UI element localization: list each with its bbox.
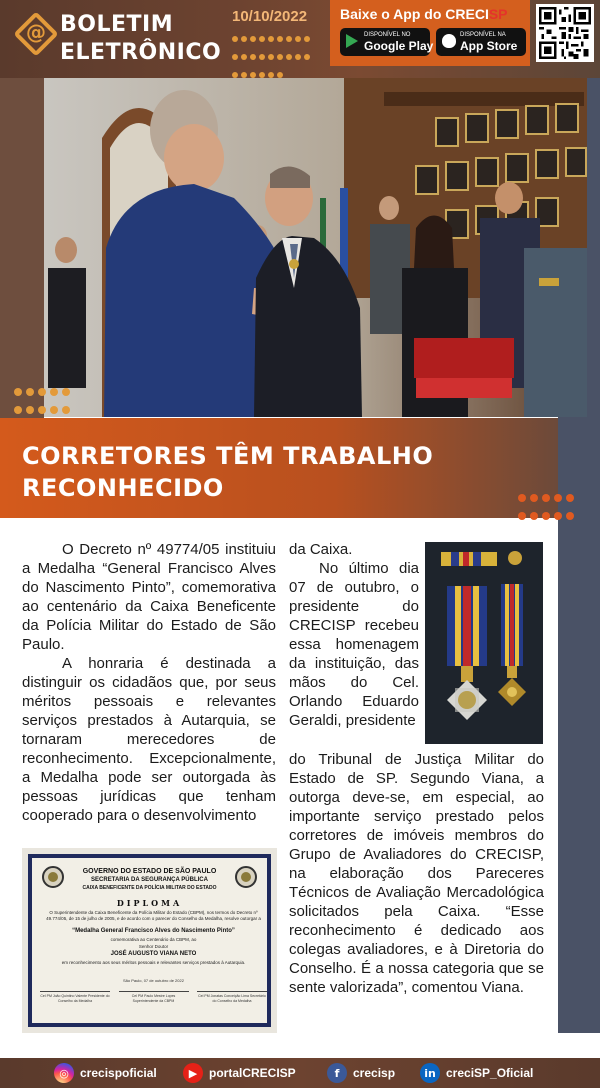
diploma-merit: em reconhecimento aos seus méritos pessoais e relevantes serviços prestados à Autarquia. — [61, 960, 246, 965]
article-paragraph: do Tribunal de Justiça Militar do Estado de SP. Segundo Viana, a outorga deve-se, em especial, ao importante serviço prestado pelos corretores de imóveis membros do Grupo de Avaliadores do CRECISP, na elaboração dos Pareceres Técnicos de Avaliação Mercadológica solicitados pela Caixa. “Esse reconhecimento é dedicado aos colegas avaliadores, e à Diretoria do Conselho. É a nossa categoria que se sente valorizada”, comentou Viana. — [289, 751, 544, 996]
diploma-to: Senhor Doutor — [138, 944, 169, 949]
diploma-medal-name: “Medalha General Francisco Alves do Nascimento Pinto” — [72, 928, 235, 934]
diploma-caixa: CAIXA BENEFICENTE DA POLÍCIA MILITAR DO ESTADO — [82, 885, 217, 891]
diploma-text: O Superintendente da Caixa Beneficente da Polícia Militar do Estado (CBPM), nos termos do Decreto nº 49.774/05, de 15 de julho de 2005, e de acordo com o parecer do Conselho da Medalha, resolve outorgar a — [46, 910, 261, 921]
google-play-button[interactable]: DISPONÍVEL NO Google Play — [340, 28, 430, 56]
youtube-icon: ▶ — [183, 1063, 203, 1083]
instagram-icon: ◎ — [54, 1063, 74, 1083]
app-store-button[interactable]: DISPONÍVEL NA App Store — [436, 28, 526, 56]
footer-social-bar — [0, 1058, 600, 1088]
facebook-link[interactable]: f crecisp — [327, 1062, 395, 1084]
article-paragraph: No último dia 07 de outubro, o presidente do CRECISP recebeu essa homenagem da instituição, das mãos do Cel. Orlando Eduardo Geraldi, presidente — [289, 560, 419, 729]
app-download-panel — [330, 0, 530, 66]
instagram-link[interactable]: ◎ crecispoficial — [54, 1062, 157, 1084]
linkedin-link[interactable]: in creciSP_Oficial — [420, 1062, 533, 1084]
decorative-dots — [14, 386, 84, 422]
article-paragraph: A honraria é destinada a distinguir os cidadãos que, por seus méritos pessoais e relevantes serviços prestados à Autarquia, se tornaram merecedores de reconhecimento. Excepcionalmente, a Medalha pode ser outorgada às pessoas jurídicas que tenham cooperado para o desenvolvimento — [22, 655, 276, 824]
facebook-icon: f — [327, 1063, 347, 1083]
article-column-right-top — [289, 540, 419, 730]
brand-title-line2: ELETRÔNICO — [60, 40, 222, 65]
article-paragraph: da Caixa. — [289, 541, 353, 558]
diploma-recipient: JOSÉ AUGUSTO VIANA NETO — [110, 951, 197, 957]
brand-title-line1: BOLETIM — [60, 12, 174, 37]
article-title-band — [0, 418, 558, 518]
diploma-signatures — [40, 991, 267, 1004]
boletim-logo-icon: @ — [14, 12, 58, 56]
article-column-left — [22, 540, 276, 825]
qr-code-icon[interactable] — [536, 4, 594, 62]
diploma-image — [22, 848, 277, 1033]
article-paragraph: O Decreto nº 49774/05 instituiu a Medalha “General Francisco Alves do Nascimento Pinto”, comemorativa ao centenário da Caixa Beneficente da Polícia Militar do Estado de São Paulo. — [22, 541, 276, 653]
diploma-medal-sub: comemorativa ao Centenário da CBPM, ao — [110, 937, 197, 942]
apple-icon — [442, 34, 456, 48]
youtube-link[interactable]: ▶ portalCRECISP — [183, 1062, 296, 1084]
linkedin-icon: in — [420, 1063, 440, 1083]
app-download-title: Baixe o App do CRECISP — [340, 6, 508, 22]
diploma-gov: GOVERNO DO ESTADO DE SÃO PAULO — [82, 868, 217, 875]
google-play-icon — [346, 34, 360, 48]
medal-photo — [425, 542, 543, 744]
article-column-right-bottom — [289, 750, 544, 997]
signature: Cel PM Paulo Mestre Lopes Superintendente da CBPM — [119, 991, 189, 1004]
ceremony-photo — [44, 78, 587, 417]
signature: Cel PM Jonatas Conceição Lima Secretário do Conselho da Medalha — [197, 991, 267, 1004]
issue-date: 10/10/2022 — [232, 8, 308, 25]
article-title: CORRETORES TÊM TRABALHO RECONHECIDO — [22, 442, 434, 502]
signature: Cel PM João Quintino Valente Presidente do Conselho da Medalha — [40, 991, 110, 1004]
diploma-place-date: São Paulo, 07 de outubro de 2022 — [123, 978, 184, 983]
diploma-secretariat: SECRETARIA DA SEGURANÇA PÚBLICA — [91, 877, 208, 883]
decorative-dots — [518, 492, 588, 528]
diploma-title: DIPLOMA — [116, 898, 183, 908]
